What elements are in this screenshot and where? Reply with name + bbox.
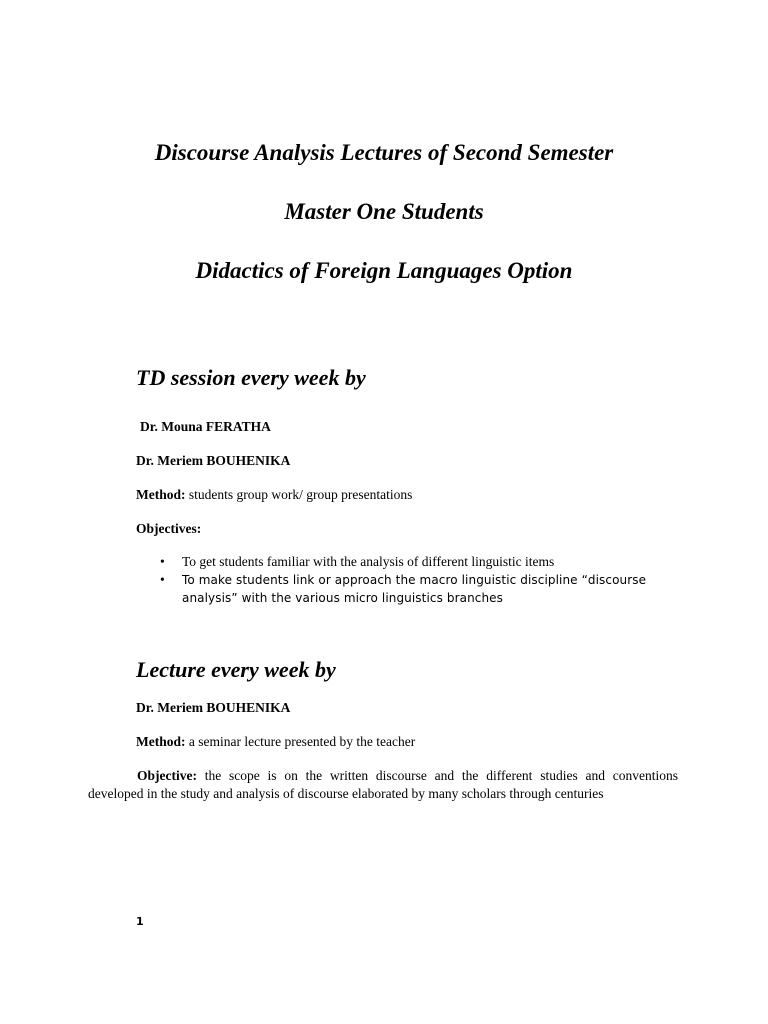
document-subtitle-audience: Master One Students	[284, 199, 484, 224]
td-objectives-label: Objectives:	[136, 521, 202, 536]
lecture-method-value: a seminar lecture presented by the teacher	[188, 734, 416, 749]
td-teacher-1: Dr. Mouna FERATHA	[140, 419, 271, 434]
document-subtitle-option: Didactics of Foreign Languages Option	[195, 258, 573, 283]
lecture-objective-paragraph	[88, 767, 678, 803]
page-number: 1	[136, 915, 144, 928]
lecture-objective-label: Objective:	[137, 768, 197, 783]
td-method-value: students group work/ group presentations	[188, 487, 413, 502]
list-item	[160, 571, 700, 607]
td-teacher-2: Dr. Meriem BOUHENIKA	[136, 453, 291, 468]
bullet-icon: •	[160, 554, 165, 569]
bullet-icon: •	[160, 572, 165, 587]
lecture-objective-value: the scope is on the written discourse and the different studies and conventions developed in the study and analysis of discourse elaborated by many scholars through centuries	[88, 768, 678, 801]
list-item	[160, 553, 700, 571]
document-title: Discourse Analysis Lectures of Second Semester	[154, 140, 614, 165]
lecture-heading: Lecture every week by	[136, 657, 336, 682]
td-session-heading: TD session every week by	[136, 365, 366, 390]
lecture-method	[136, 733, 415, 751]
td-method-label: Method:	[136, 487, 186, 502]
lecture-method-label: Method:	[136, 734, 186, 749]
td-objectives-list	[160, 553, 700, 607]
lecture-teacher: Dr. Meriem BOUHENIKA	[136, 700, 291, 715]
objective-text: To get students familiar with the analysis of different linguistic items	[182, 554, 555, 569]
td-method	[136, 486, 412, 504]
objective-text: To make students link or approach the macro linguistic discipline “discourse analysis” with the various micro linguistics branches	[182, 573, 647, 605]
